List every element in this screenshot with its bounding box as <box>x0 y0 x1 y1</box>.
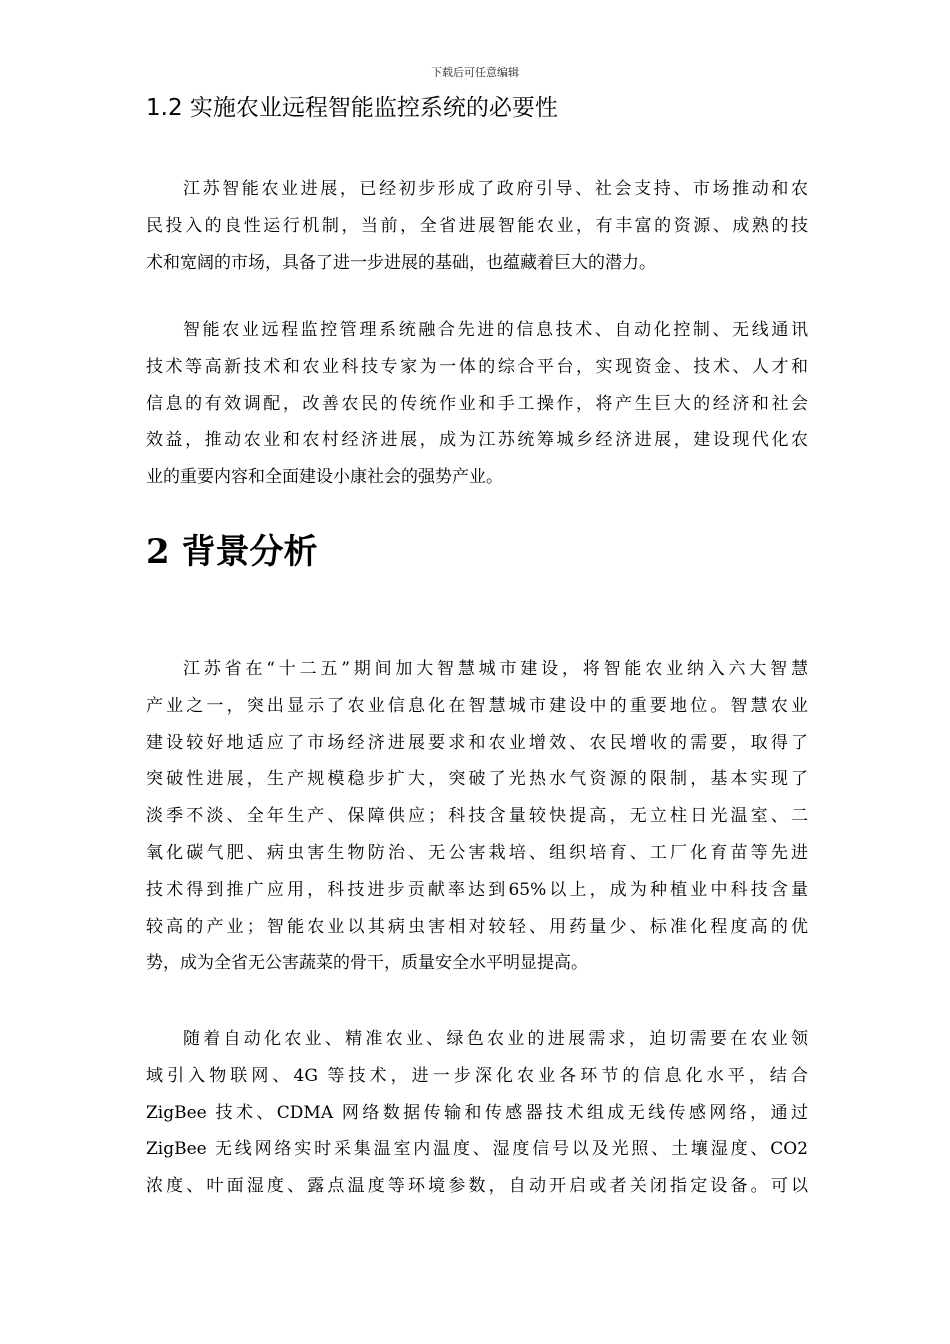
text-line: 信息的有效调配，改善农民的传统作业和手工操作，将产生巨大的经济和社会 <box>146 393 808 414</box>
text-line: 淡季不淡、全年生产、保障供应；科技含量较快提高，无立柱日光温室、二 <box>146 806 808 827</box>
header-note: 下载后可任意编辑 <box>431 66 519 79</box>
text-line: 突破性进展，生产规模稳步扩大，突破了光热水气资源的限制，基本实现了 <box>146 769 808 790</box>
text-line: 浓度、叶面湿度、露点温度等环境参数，自动开启或者关闭指定设备。可以 <box>146 1176 808 1197</box>
text-line: 江苏智能农业进展，已经初步形成了政府引导、社会支持、市场推动和农 <box>183 179 808 199</box>
text-line: 势，成为全省无公害蔬菜的骨干，质量安全水平明显提高。 <box>146 953 588 974</box>
text-line: 术和宽阔的市场，具备了进一步进展的基础，也蕴藏着巨大的潜力。 <box>146 252 656 273</box>
text-line: 民投入的良性运行机制，当前，全省进展智能农业，有丰富的资源、成熟的技 <box>146 215 808 236</box>
paragraph-1-2-b <box>146 312 808 496</box>
text-line: 域引入物联网、4G 等技术，进一步深化农业各环节的信息化水平，结合 <box>146 1065 808 1086</box>
text-line: 氧化碳气肥、病虫害生物防治、无公害栽培、组织培育、工厂化育苗等先进 <box>146 842 808 863</box>
paragraph-2-b <box>146 1021 808 1205</box>
text-line: ZigBee 技术、CDMA 网络数据传输和传感器技术组成无线传感网络，通过 <box>146 1102 808 1123</box>
text-line: 智能农业远程监控管理系统融合先进的信息技术、自动化控制、无线通讯 <box>183 320 808 340</box>
section-1-2-heading: 1.2 实施农业远程智能监控系统的必要性 <box>146 95 558 121</box>
text-line: 技术等高新技术和农业科技专家为一体的综合平台，实现资金、技术、人才和 <box>146 356 808 377</box>
text-line: 效益，推动农业和农村经济进展，成为江苏统筹城乡经济进展，建设现代化农 <box>146 430 808 451</box>
text-line: 较高的产业；智能农业以其病虫害相对较轻、用药量少、标准化程度高的优 <box>146 916 808 937</box>
section-2-heading: 2 背景分析 <box>146 532 318 572</box>
text-line: 随着自动化农业、精准农业、绿色农业的进展需求，迫切需要在农业领 <box>183 1029 808 1049</box>
text-line: 建设较好地适应了市场经济进展要求和农业增效、农民增收的需要，取得了 <box>146 732 808 753</box>
paragraph-1-2-a <box>146 171 808 281</box>
text-line: 江苏省在“十二五”期间加大智慧城市建设，将智能农业纳入六大智慧 <box>183 659 808 679</box>
text-line: 产业之一，突出显示了农业信息化在智慧城市建设中的重要地位。智慧农业 <box>146 695 808 716</box>
paragraph-2-a <box>146 651 808 982</box>
text-line: ZigBee 无线网络实时采集温室内温度、湿度信号以及光照、土壤湿度、CO2 <box>146 1139 808 1160</box>
text-line: 业的重要内容和全面建设小康社会的强势产业。 <box>146 467 503 488</box>
text-line: 技术得到推广应用，科技进步贡献率达到65%以上，成为种植业中科技含量 <box>146 879 808 900</box>
